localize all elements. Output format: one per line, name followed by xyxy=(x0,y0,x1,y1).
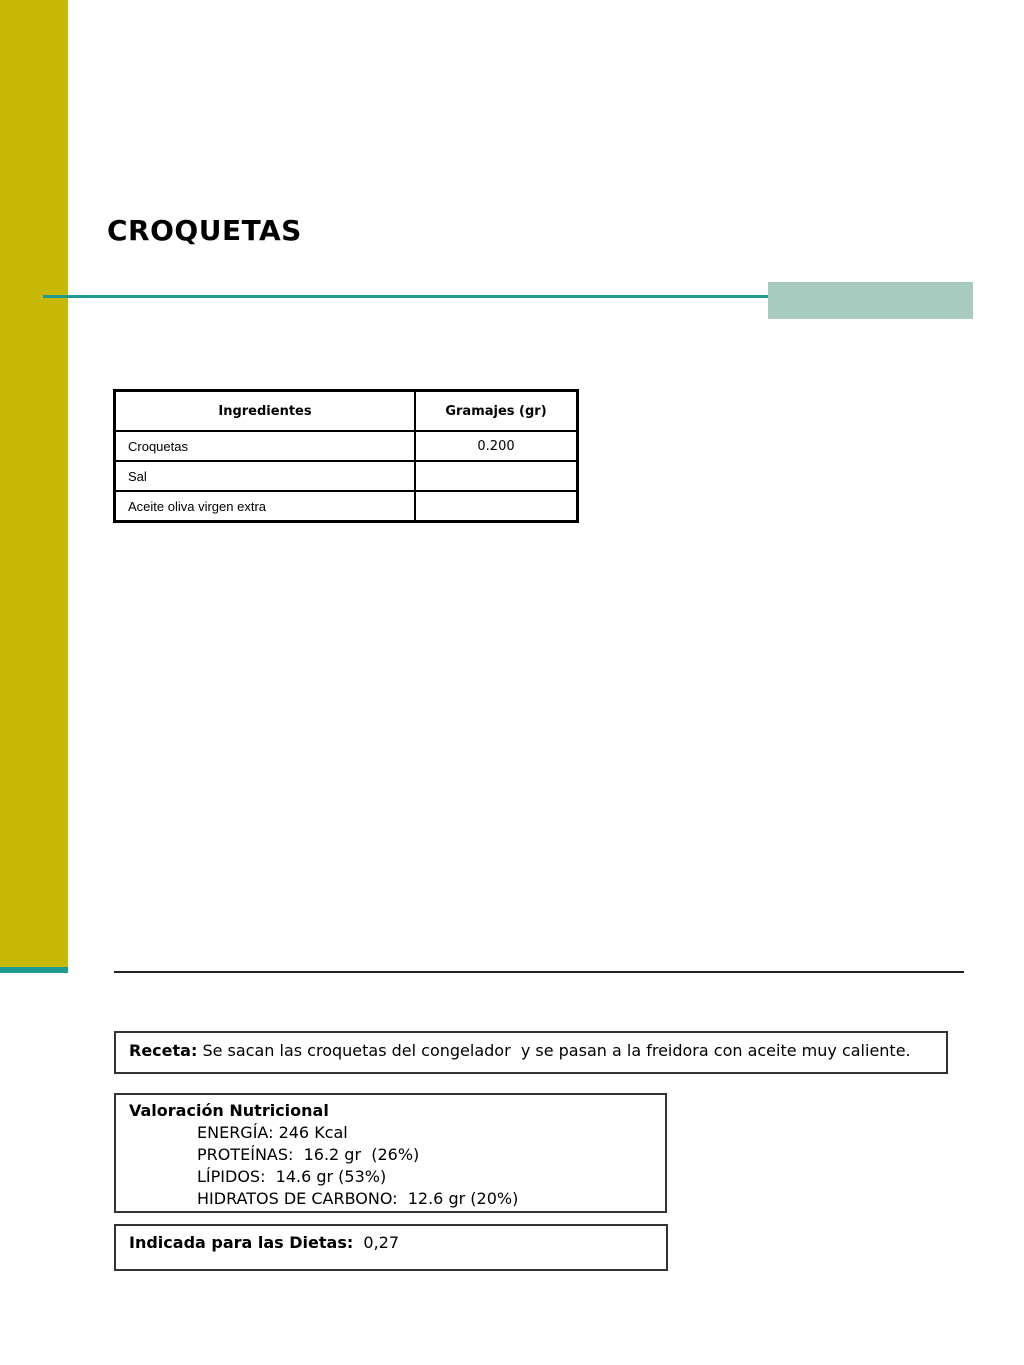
table-row xyxy=(115,491,578,522)
recipe-text: Se sacan las croquetas del congelador y se pasan a la freidora con aceite muy caliente. xyxy=(197,1041,911,1060)
grams-cell xyxy=(415,461,578,491)
left-accent-bar xyxy=(0,0,68,967)
recipe-box xyxy=(114,1031,948,1074)
left-accent-bar-foot xyxy=(0,967,68,973)
nutrition-proteins: PROTEÍNAS: 16.2 gr (26%) xyxy=(197,1145,420,1164)
header-ingredients: Ingredientes xyxy=(115,391,416,432)
page-title: CROQUETAS xyxy=(107,214,302,247)
ingredient-cell: Sal xyxy=(115,461,416,491)
ingredient-cell: Aceite oliva virgen extra xyxy=(115,491,416,522)
nutrition-box xyxy=(114,1093,667,1213)
diets-value: 0,27 xyxy=(353,1233,400,1252)
header-grams: Gramajes (gr) xyxy=(415,391,578,432)
grams-cell xyxy=(415,491,578,522)
nutrition-label: Valoración Nutricional xyxy=(129,1101,329,1120)
recipe-label: Receta: xyxy=(129,1041,198,1060)
ingredient-cell: Croquetas xyxy=(115,431,416,461)
ingredients-table xyxy=(113,389,579,523)
nutrition-energy: ENERGÍA: 246 Kcal xyxy=(197,1123,348,1142)
table-row xyxy=(115,461,578,491)
grams-cell: 0.200 xyxy=(415,431,578,461)
accent-block xyxy=(768,282,973,319)
nutrition-lipids: LÍPIDOS: 14.6 gr (53%) xyxy=(197,1167,387,1186)
table-header-row xyxy=(115,391,578,432)
diets-box xyxy=(114,1224,668,1271)
nutrition-carbohydrates: HIDRATOS DE CARBONO: 12.6 gr (20%) xyxy=(197,1189,519,1208)
section-divider-line xyxy=(114,971,964,973)
table-row xyxy=(115,431,578,461)
diets-label: Indicada para las Dietas: xyxy=(129,1233,354,1252)
